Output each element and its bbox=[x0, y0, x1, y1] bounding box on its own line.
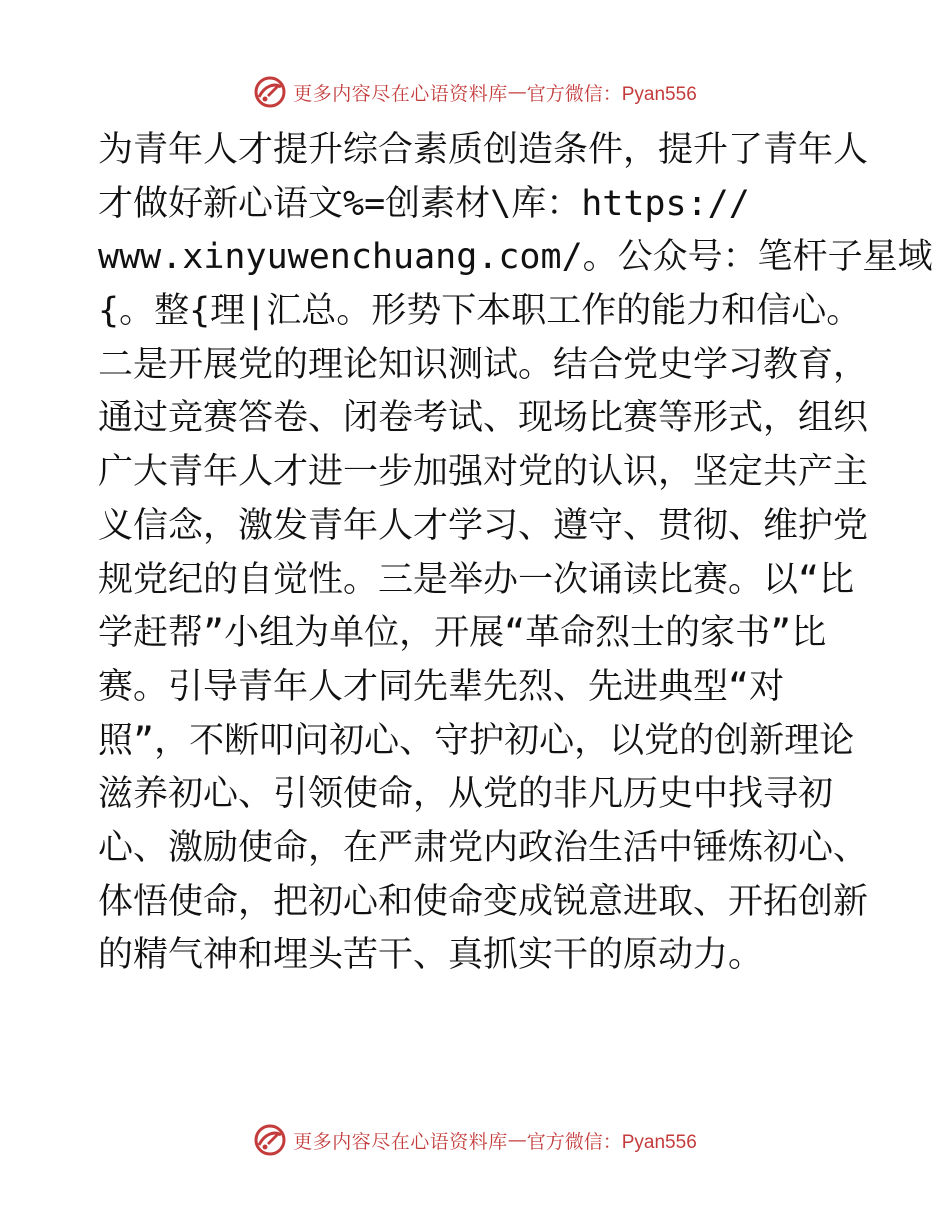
body-line: 心、激励使命，在严肃党内政治生活中锤炼初心、 bbox=[98, 827, 869, 868]
header-contact-text: 官方微信：Pyan556 bbox=[526, 83, 697, 105]
body-line: 才做好新心语文%=创素材\库：https:// bbox=[98, 183, 750, 224]
footer-contact-text: 官方微信：Pyan556 bbox=[526, 1131, 697, 1153]
body-line: 学赶帮”小组为单位，开展“革命烈士的家书”比 bbox=[98, 613, 827, 654]
header-banner bbox=[0, 72, 950, 112]
footer-brand-text: 更多内容尽在心语资料库 bbox=[293, 1130, 508, 1153]
header-brand-text: 更多内容尽在心语资料库 bbox=[293, 82, 508, 105]
body-line: 的精气神和埋头苦干、真抓实干的原动力。 bbox=[98, 935, 764, 976]
pen-swirl-logo-icon bbox=[253, 75, 287, 109]
footer-separator: — bbox=[507, 1129, 527, 1151]
body-line: 体悟使命，把初心和使命变成锐意进取、开拓创新 bbox=[98, 881, 869, 922]
header-separator: — bbox=[507, 81, 527, 103]
body-line: 义信念，激发青年人才学习、遵守、贯彻、维护党 bbox=[98, 505, 869, 546]
body-line: 照”，不断叩问初心、守护初心，以党的创新理论 bbox=[98, 720, 855, 761]
body-line: 二是开展党的理论知识测试。结合党史学习教育， bbox=[98, 344, 869, 385]
body-line: 规党纪的自觉性。三是举办一次诵读比赛。以“比 bbox=[98, 559, 855, 600]
footer-banner bbox=[0, 1120, 950, 1160]
body-line: 为青年人才提升综合素质创造条件，提升了青年人 bbox=[98, 130, 869, 170]
body-line: 通过竞赛答卷、闭卷考试、现场比赛等形式，组织 bbox=[98, 398, 869, 439]
body-line: {。整{理|汇总。形势下本职工作的能力和信心。 bbox=[98, 291, 862, 332]
pen-swirl-logo-icon bbox=[253, 1123, 287, 1157]
body-line: 广大青年人才进一步加强对党的认识，坚定共产主 bbox=[98, 452, 869, 493]
body-line: www.xinyuwenchuang.com/。公众号：笔杆子星域 bbox=[98, 237, 933, 278]
document-body bbox=[98, 124, 933, 983]
body-line: 赛。引导青年人才同先辈先烈、先进典型“对 bbox=[98, 666, 785, 707]
body-line: 滋养初心、引领使命，从党的非凡历史中找寻初 bbox=[98, 774, 834, 815]
